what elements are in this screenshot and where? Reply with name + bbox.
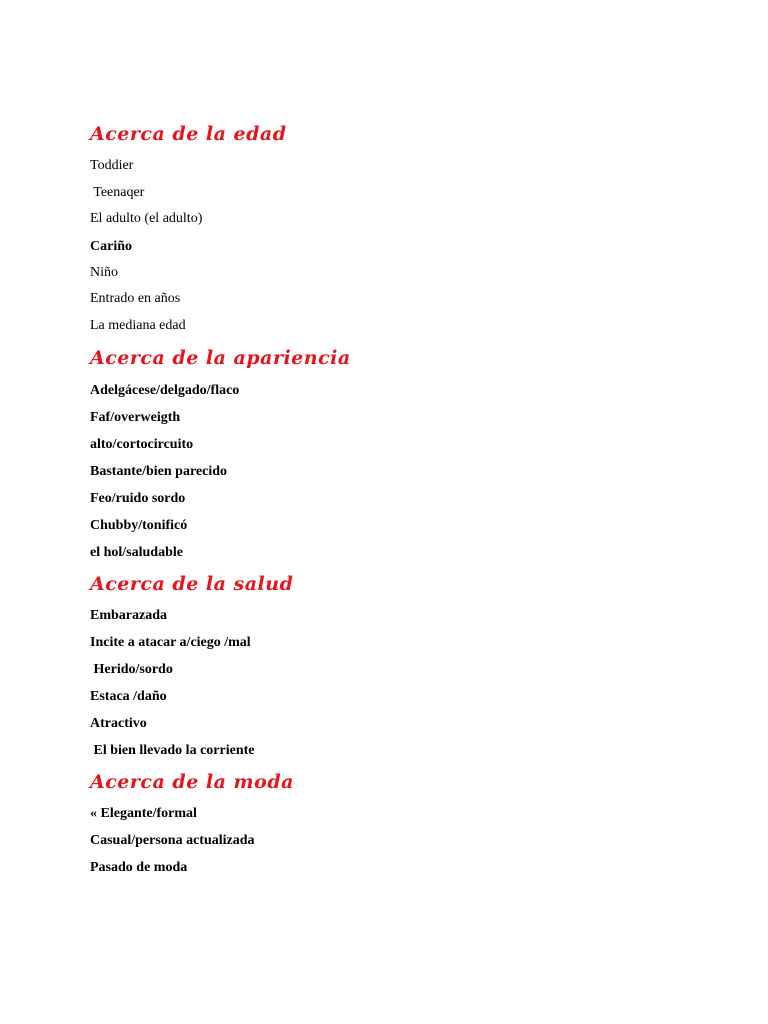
list-item: Toddier (90, 158, 134, 173)
section-salud (90, 572, 293, 764)
item-list (90, 800, 294, 881)
list-item: Cariño (90, 238, 132, 254)
section-moda (90, 770, 294, 881)
list-item: Bastante/bien parecido (90, 464, 228, 479)
list-item: Estaca /daño (90, 689, 167, 704)
list-item: Incite a atacar a/ciego /mal (90, 635, 251, 650)
list-item: Niño (90, 264, 118, 280)
item-list (90, 602, 293, 764)
list-item: alto/cortocircuito (90, 437, 194, 452)
list-item: el hol/saludable (90, 545, 183, 560)
list-item: El adulto (el adulto) (90, 211, 203, 226)
list-item: El bien llevado la corriente (90, 743, 255, 758)
list-item: Herido/sordo (90, 662, 173, 677)
list-item: Teenaqer (90, 184, 145, 200)
section-heading: Acerca de la moda (90, 771, 294, 793)
list-item: La mediana edad (90, 317, 186, 333)
item-list (90, 153, 287, 339)
section-heading: Acerca de la apariencia (90, 347, 351, 369)
list-item: Pasado de moda (90, 860, 188, 875)
list-item: Casual/persona actualizada (90, 833, 255, 848)
section-edad (90, 122, 287, 339)
section-heading: Acerca de la edad (90, 123, 287, 145)
section-heading: Acerca de la salud (90, 573, 294, 595)
list-item: Chubby/tonificó (90, 518, 188, 533)
list-item: Entrado en años (90, 291, 181, 306)
item-list (90, 377, 351, 566)
list-item: Adelgácese/delgado/flaco (90, 383, 240, 398)
list-item: Feo/ruido sordo (90, 491, 186, 506)
list-item: « Elegante/formal (90, 806, 197, 821)
section-apariencia (90, 346, 351, 566)
list-item: Embarazada (90, 608, 167, 623)
list-item: Faf/overweigth (90, 410, 181, 425)
list-item: Atractivo (90, 716, 147, 731)
